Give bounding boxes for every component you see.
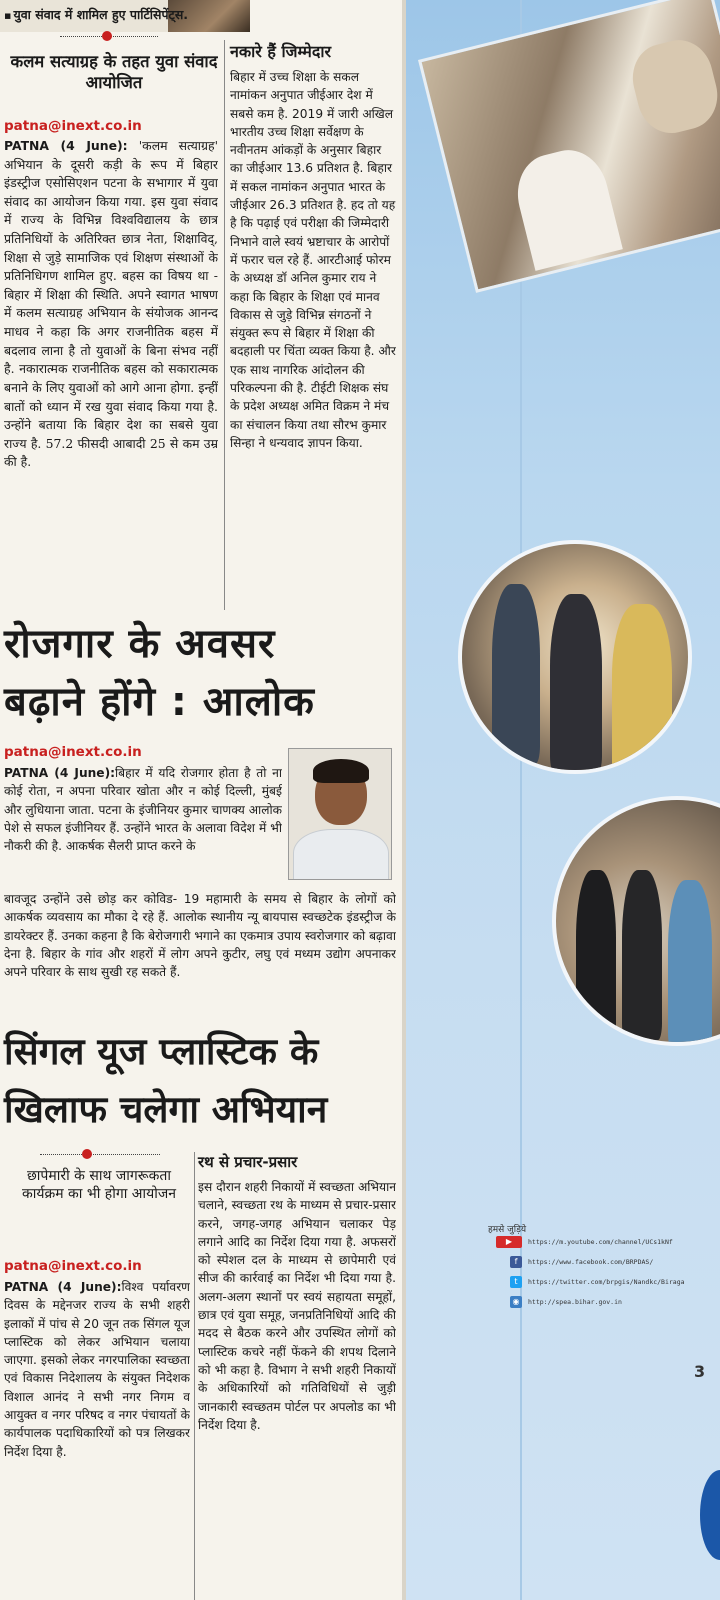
article2-text: बिहार में यदि रोजगार होता है तो ना कोई रोता, न अपना परिवार खोता और न कोई दिल्ली, मुंबई और लुधियाना जाता. पटना के इंजीनियर कुमार चाणक्य आलोक पेशे से सफल इंजीनियर हैं. उन्होंने भारत के अलावा विदेश में भी नौकरी की है. आकर्षक सैलरी प्राप्त करने के [4,766,282,854]
social-label: हमसे जुड़िये [488,1225,527,1235]
web-icon: ◉ [510,1296,522,1308]
article3-text: विश्व पर्यावरण दिवस के मद्देनजर राज्य के सभी शहरी इलाकों में पांच से 20 जून तक सिंगल यूज प्लास्टिक को लेकर अभियान चलाया जाएगा. इसको लेकर नगरपालिका स्वच्छता एवं विकास निदेशालय के संयुक्त निदेशक विशाल आनंद ने सभी नगर निगम व आयुक्त व नगर परिषद व नगर पंचायतों के कार्यपालक पदाधिकारियों को पत्र लिखकर निर्देश दिया है. [4,1280,190,1459]
article2-body-full: बावजूद उन्होंने उसे छोड़ कर कोविड- 19 महामारी के समय से बिहार के लोगों को आकर्षक व्यवसाय का मौका दे रहे हैं. आलोक स्थानीय न्यू बायपास स्वच्छटेक इंडस्ट्रीज के डायरेक्टर हैं. उनका कहना है कि बेरोजगारी भगाने का एकमात्र उपाय स्वरोजगार को बढ़ावा देना है. बिहार के गांव और शहरों में लोग अपने कुटीर, लघु एवं मध्यम उद्योग अपनाकर अपने परिवार के साथ सुखी रह सकते हैं. [4,892,396,980]
article2-email[interactable]: patna@inext.co.in [4,744,142,760]
facebook-url: https://www.facebook.com/BRPDAS/ [528,1258,654,1266]
photo-caption-strip [0,0,250,32]
photo-figure-2 [509,142,623,271]
column-rule [224,40,225,610]
youtube-link[interactable] [496,1236,720,1252]
photo-caption-text: युवा संवाद में शामिल हुए पार्टिसिपेंट्स. [13,7,189,22]
article2-headline-line2: बढ़ाने होंगे : आलोक [4,679,315,725]
article3-email[interactable]: patna@inext.co.in [4,1258,142,1274]
dotted-separator-2 [40,1154,160,1155]
photo-person-5 [622,870,662,1040]
event-photo-circle-1 [458,540,692,774]
bullet-icon: ▪ [4,9,12,22]
photo-person-6 [668,880,712,1046]
web-link[interactable] [496,1296,720,1312]
article1-body2: बिहार में उच्च शिक्षा के सकल नामांकन अनुपात जीईआर देश में सबसे कम है. 2019 में जारी अखिल भारतीय उच्च शिक्षा सर्वेक्षण के नवीनतम आंकड़ों के अनुसार बिहार का जीईआर 13.6 प्रतिशत है. बिहार में सकल नामांकन अनुपात भारत के जीईआर 26.3 प्रतिशत है. हद तो यह है कि पढ़ाई एवं परीक्षा की जिम्मेदारी निभाने वाले स्वयं भ्रष्टाचार के आरोपों में फरार चल रहे हैं. आरटीआई फोरम के अध्यक्ष डॉ अनिल कुमार राय ने कहा कि बिहार के शिक्षा एवं मानव विकास से जुड़े विभिन्न संगठनों ने संयुक्त रूप से बिहार में शिक्षा की बदहाली पर चिंता व्यक्त किया है. और एक साथ नागरिक आंदोलन की परिकल्पना की है. टीईटी शिक्षक संघ के प्रदेश अध्यक्ष अमित विक्रम ने मंच का संचालन किया तथा सौरभ कुमार सिन्हा ने धन्यवाद ज्ञापन किया. [230,70,396,450]
page-number-fragment: 3 [694,1362,706,1381]
article3-dateline: PATNA (4 June): [4,1280,122,1294]
column-rule-2 [194,1152,195,1600]
article1-email[interactable]: patna@inext.co.in [4,118,142,134]
twitter-icon: t [510,1276,522,1288]
article1-subhead: नकारे हैं जिम्मेदार [230,42,332,61]
article3-body2: इस दौरान शहरी निकायों में स्वच्छता अभियान चलाने, स्वच्छता रथ के माध्यम से प्रचार-प्रसार करने, जगह-जगह अभियान चलाकर पेड़ लगाने आदि का निर्देश दिया गया है. अफसरों को स्पेशल दल के माध्यम से छापेमारी एवं सीज की कार्रवाई का निर्देश भी दिया गया है. अलग-अलग स्थानों पर स्वयं सहायता समूहों, छात्र एवं युवा समूह, जनप्रतिनिधियों आदि की मदद से बैठक करने और उपस्थित लोगों को प्लास्टिक कचरे नहीं फेंकने की शपथ दिलाने को भी कहा है. विभाग ने सभी शहरी निकायों के अधिकारियों को गतिविधियों से जुड़ी जानकारी स्वच्छतम पोर्टल पर अपलोड का भी निर्देश दिया है. [198,1180,396,1432]
article3-headline-line1: सिंगल यूज प्लास्टिक के [4,1030,319,1073]
social-links [488,1222,720,1322]
photo-person-1 [492,584,540,764]
twitter-url: https://twitter.com/brpgis/Nandkc/Biraga [528,1278,685,1286]
photo-figure-1 [625,33,720,140]
article2-body [4,764,282,894]
article3-sub-headline: छापेमारी के साथ जागरूकता कार्यक्रम का भी होगा आयोजन [21,1168,177,1202]
web-url: http://spea.bihar.gov.in [528,1298,622,1306]
photo-person-2 [550,594,602,774]
facebook-icon: f [510,1256,522,1268]
article1-dateline: PATNA (4 June): [4,138,128,153]
photo-person-4 [576,870,616,1040]
facebook-link[interactable] [496,1256,720,1272]
article2-headline-line1: रोजगार के अवसर [4,621,276,667]
article1-body [4,137,218,607]
photo-person-3 [612,604,672,774]
alok-portrait-photo [288,748,392,880]
portrait-shirt [293,829,389,880]
article3-headline-line2: खिलाफ चलेगा अभियान [4,1088,328,1131]
article1-text: 'कलम सत्याग्रह' अभियान के दूसरी कड़ी के रूप में बिहार इंडस्ट्रीज एसोसिएशन पटना के सभागार में युवा संवाद का आयोजन किया गया. इस युवा संवाद में राज्य के विभिन्न विश्वविद्यालय के छात्र प्रतिनिधियों के अतिरिक्त छात्र नेता, शिक्षाविद्, शिक्षा से जुड़े सामाजिक एवं शिक्षण संस्थाओं के प्रतिनिधिगण शामिल हुए. बहस का विषय था - बिहार में शिक्षा की स्थिति. अपने स्वागत भाषण में कलम सत्याग्रह अभियान के संयोजक आनन्द माधव ने कहा कि अगर राजनीतिक बहस में बदलाव लाना है तो युवाओं के बिना संभव नहीं है. नकारात्मक राजनीतिक बहस को सकारात्मक बनाने के लिए युवाओं को आगे आना होगा. इन्हीं बातों को ध्यान में रख युवा संवाद किया गया है. उन्होंने बताया कि बिहार देश का सबसे युवा राज्य है. 57.2 फीसदी आबादी 25 से कम उम्र की है. [4,138,218,470]
article3-subhead: रथ से प्रचार-प्रसार [198,1153,298,1171]
photo-caption [4,6,188,23]
article2-dateline: PATNA (4 June): [4,766,116,780]
article3-body [4,1278,190,1600]
portrait-hair [313,759,369,783]
article1-headline: कलम सत्याग्रह के तहत युवा संवाद आयोजित [10,52,218,92]
youtube-url: https://m.youtube.com/channel/UCs1kNf [528,1238,673,1246]
dotted-separator [60,36,158,37]
youtube-icon: ▶ [496,1236,522,1248]
twitter-link[interactable] [496,1276,720,1292]
